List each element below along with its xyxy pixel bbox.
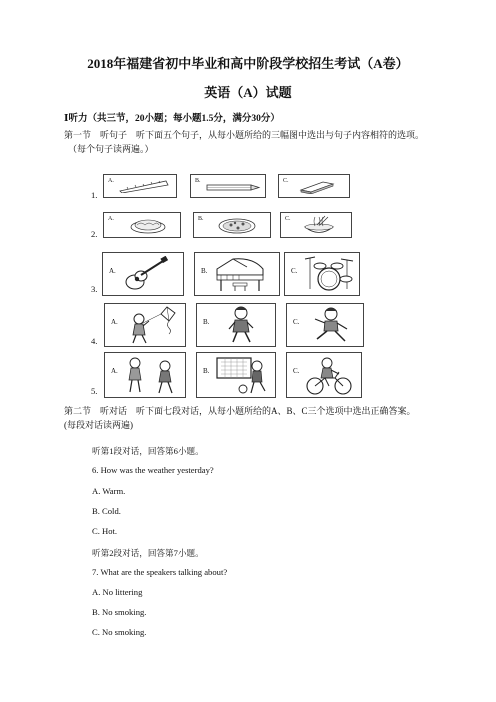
option-box[interactable] [286,303,364,347]
part2-line2: (每段对话读两遍) [64,420,133,430]
question-number: 4. [91,336,98,346]
option-label: B. [195,178,201,184]
pizza-icon [216,215,258,235]
ruler-icon [118,179,170,193]
option-label: A. [108,178,114,184]
boy-running-icon [305,305,357,345]
two-kids-icon [121,354,183,396]
list-item: B. No smoking. [92,607,147,617]
option-label: C. [285,216,291,222]
guitar-icon [121,256,171,292]
option-box[interactable] [104,352,186,398]
option-label: A. [111,318,118,326]
option-box[interactable] [278,174,350,198]
option-label: A. [111,367,118,375]
part2-instructions [64,404,444,432]
option-box[interactable] [102,252,184,296]
list-item: 听第2段对话，回答第7小题。 [92,548,204,558]
part1-line2: （每个句子读两遍。） [68,144,154,154]
option-box[interactable] [194,252,280,296]
exam-title: 2018年福建省初中毕业和高中阶段学校招生考试（A卷） [87,56,409,71]
soccer-goal-icon [213,354,273,396]
option-box[interactable] [103,174,177,198]
cycling-icon [301,354,357,396]
option-label: B. [198,216,204,222]
question-number: 5. [91,386,98,396]
option-box[interactable] [280,212,352,238]
option-label: C. [293,367,300,375]
option-box[interactable] [196,352,276,398]
list-item: A. Warm. [92,486,126,496]
pencil-icon [205,181,261,193]
option-label: A. [109,267,116,275]
exam-subtitle: 英语（A）试题 [204,85,292,100]
piano-icon [213,255,269,293]
question-number: 1. [91,190,98,200]
option-box[interactable] [193,212,271,238]
list-item: 听第1段对话，回答第6小题。 [92,446,204,456]
option-label: B. [203,318,210,326]
option-label: B. [203,367,210,375]
pie-icon [128,215,168,235]
option-box[interactable] [284,252,360,296]
noodles-icon [299,214,339,236]
option-label: A. [108,216,114,222]
part1-line1: 第一节 听句子 听下面五个句子，从每小题所给的三幅图中选出与句子内容相符的选项。 [64,130,425,140]
section-heading: Ⅰ听力（共三节，20小题；每小题1.5分，满分30分） [64,114,280,124]
list-item: 7. What are the speakers talking about? [92,567,228,577]
option-box[interactable] [190,174,266,198]
part1-instructions [64,128,444,156]
list-item: C. No smoking. [92,627,147,637]
list-item: 6. How was the weather yesterday? [92,465,214,475]
list-item: A. No littering [92,587,143,597]
option-label: B. [201,267,208,275]
question-number: 3. [91,284,98,294]
option-label: C. [293,318,300,326]
option-box[interactable] [103,212,181,238]
option-box[interactable] [104,303,186,347]
option-label: C. [283,178,289,184]
list-item: B. Cold. [92,506,121,516]
part2-line1: 第二节 听对话 听下面七段对话，从每小题所给的A、B、C三个选项中选出正确答案。 [64,406,416,416]
question-number: 2. [91,229,98,239]
drum-kit-icon [299,255,355,293]
list-item: C. Hot. [92,526,118,536]
kite-flying-icon [123,305,183,345]
option-label: C. [291,267,298,275]
option-box[interactable] [196,303,276,347]
boy-walking-icon [219,305,269,345]
eraser-icon [297,178,337,194]
option-box[interactable] [286,352,362,398]
